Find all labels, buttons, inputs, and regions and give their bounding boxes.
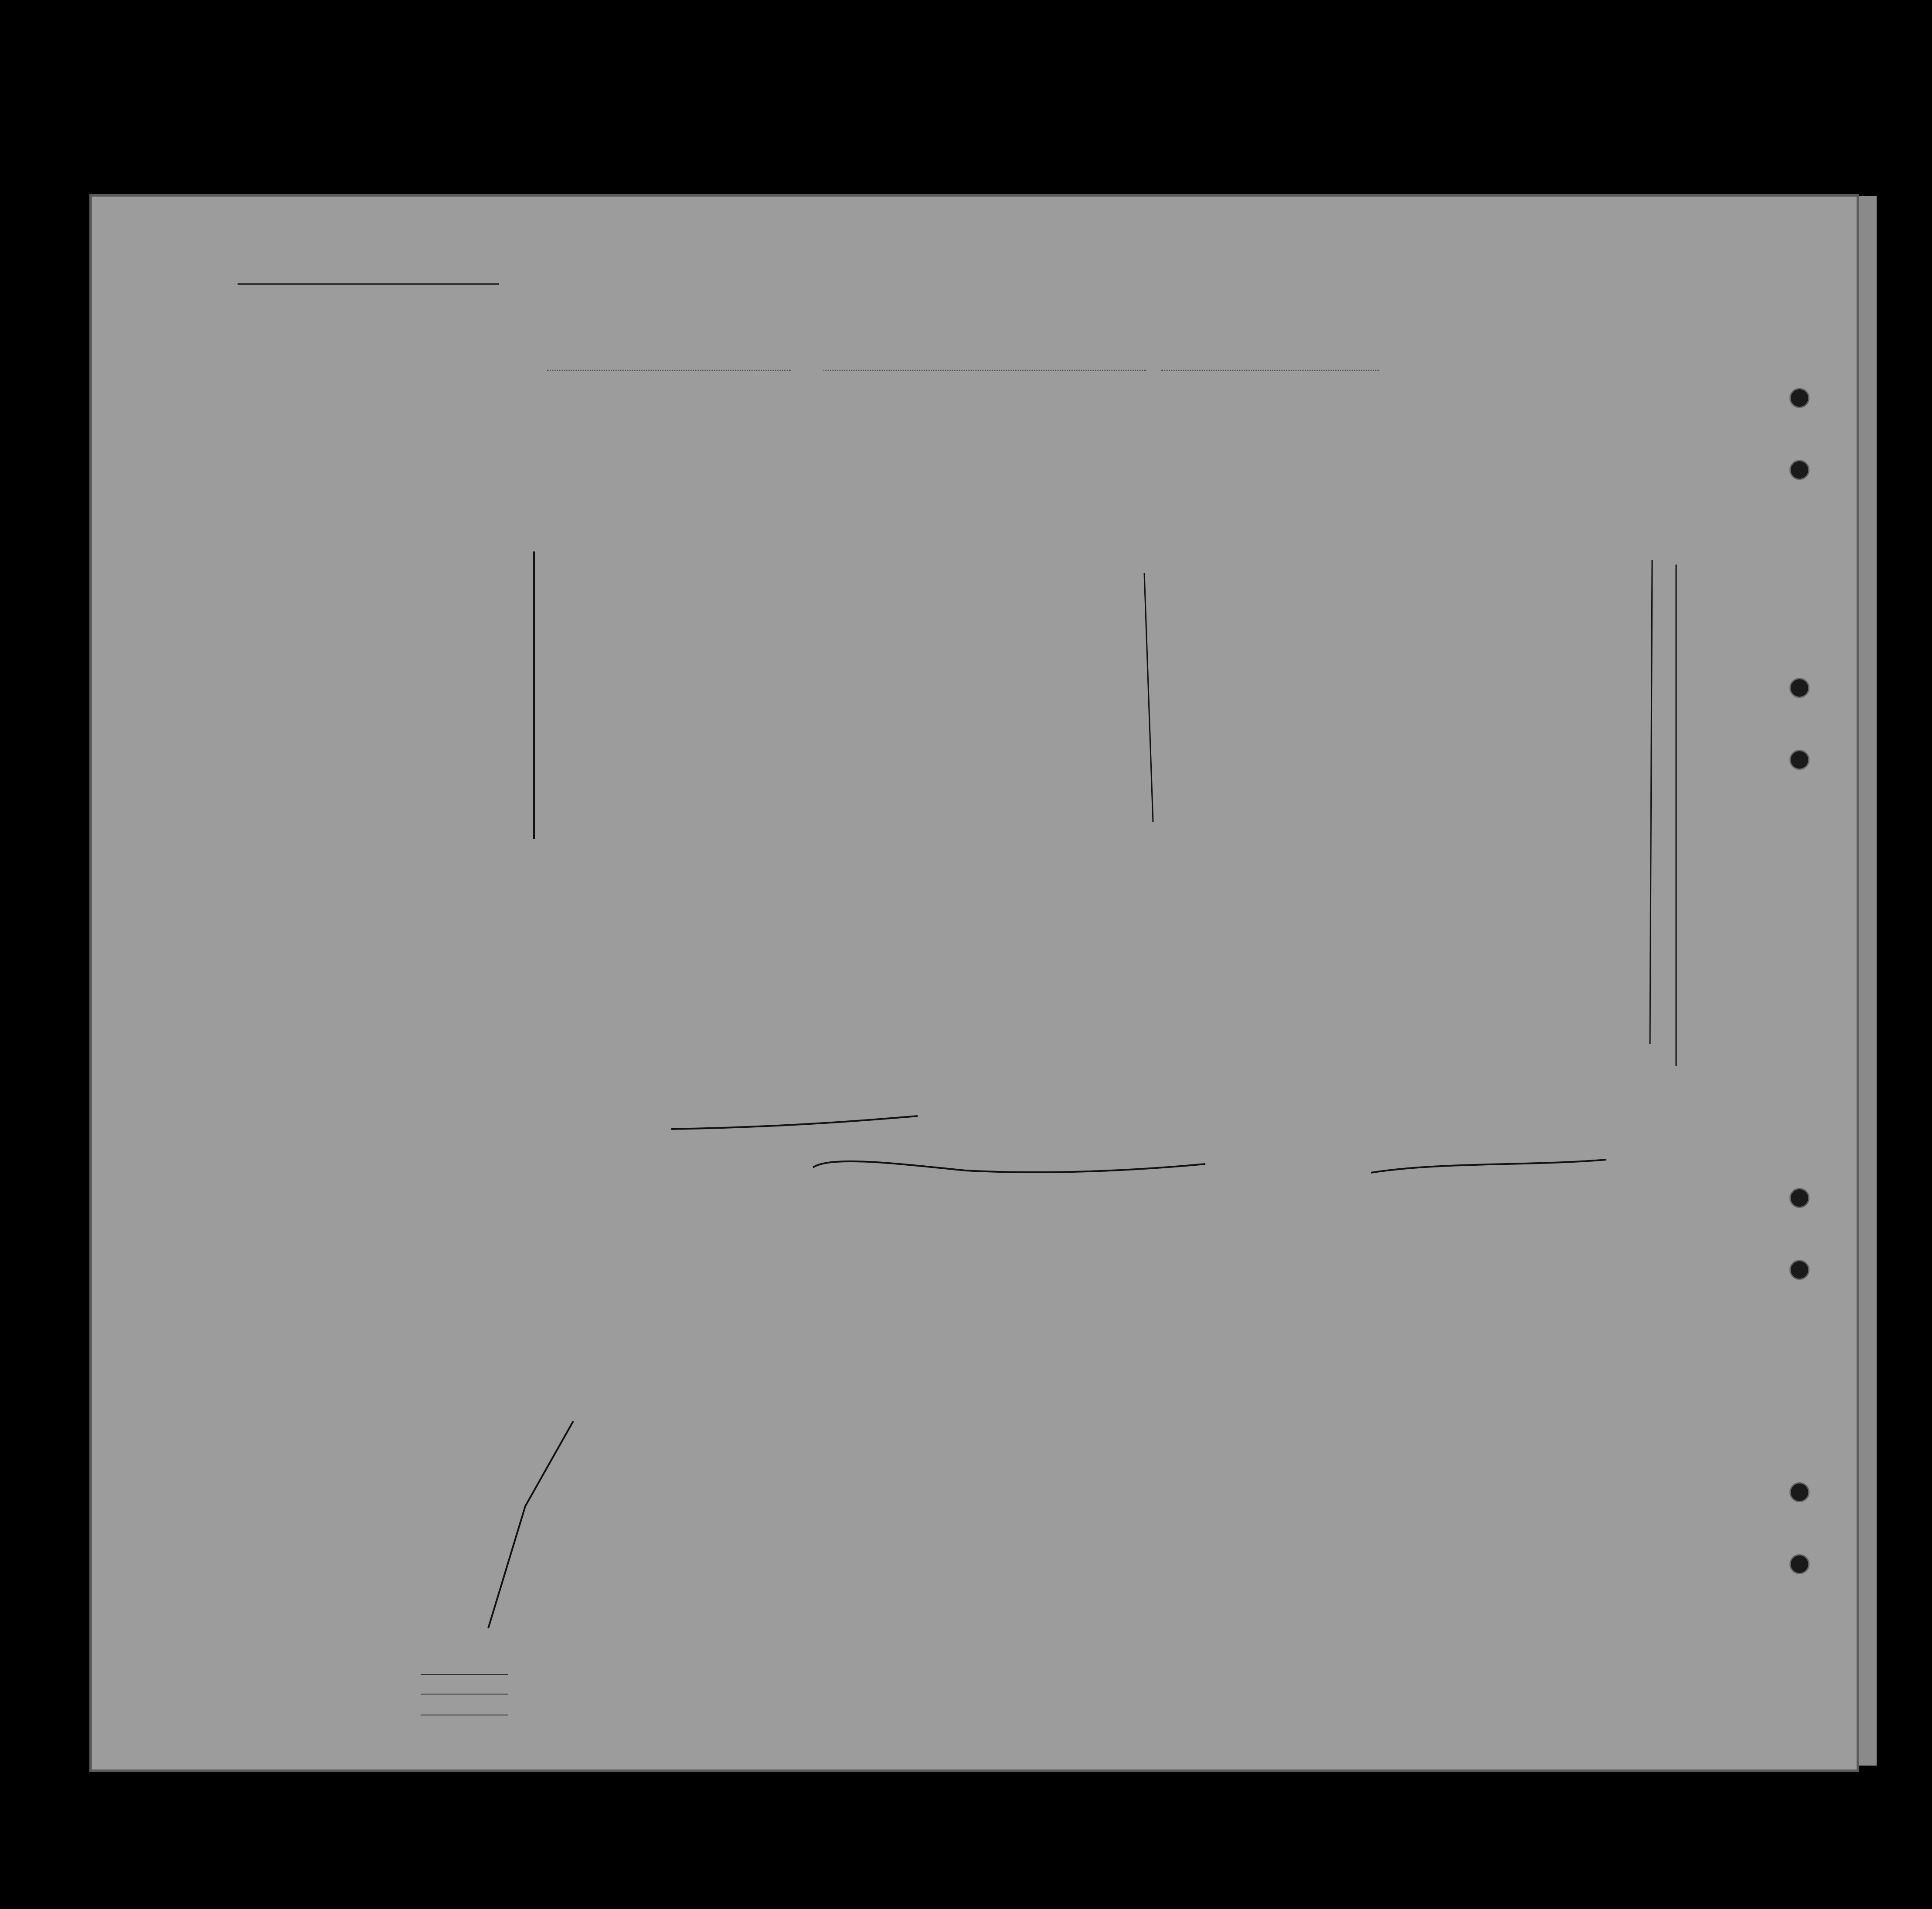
footer-citizens-line xyxy=(421,1694,508,1695)
manifest-sheet xyxy=(89,194,1859,1772)
binder-hole xyxy=(1789,460,1810,480)
binder-hole xyxy=(1789,678,1810,698)
binder-hole xyxy=(1789,1188,1810,1208)
binder-hole xyxy=(1789,1482,1810,1502)
binder-hole xyxy=(1789,750,1810,770)
binder-hole xyxy=(1789,388,1810,408)
binder-hole xyxy=(1789,1260,1810,1280)
footer-total-line xyxy=(421,1674,508,1675)
pen-strokes xyxy=(89,194,1859,1772)
binder-hole xyxy=(1789,1554,1810,1574)
